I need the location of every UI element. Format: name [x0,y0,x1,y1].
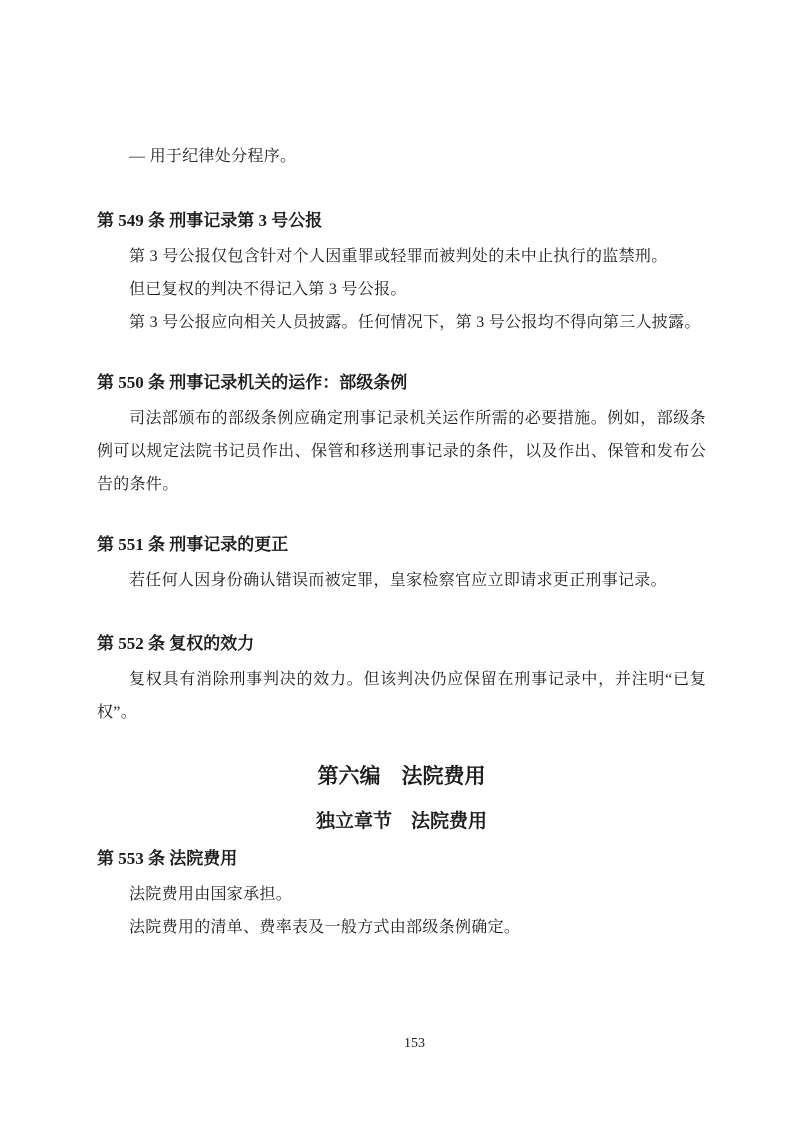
part-heading: 第六编 法院费用 [317,764,486,788]
article-550 [97,366,706,501]
article-549-paragraph: 第 3 号公报仅包含针对个人因重罪或轻罪而被判处的未中止执行的监禁刑。 [129,248,668,265]
article-552-heading: 第 552 条 复权的效力 [97,634,255,653]
article-552 [97,627,706,729]
article-549 [97,204,706,339]
page-number: 153 [404,1036,425,1051]
article-551-heading: 第 551 条 刑事记录的更正 [97,535,289,554]
document-content [97,0,706,944]
article-553-paragraph: 法院费用的清单、费率表及一般方式由部级条例确定。 [129,919,521,936]
article-551-paragraph: 若任何人因身份确认错误而被定罪，皇家检察官应立即请求更正刑事记录。 [129,572,667,589]
article-553 [97,842,706,944]
article-549-paragraph: 但已复权的判决不得记入第 3 号公报。 [129,281,407,298]
chapter-heading: 独立章节 法院费用 [315,811,487,832]
article-553-heading: 第 553 条 法院费用 [97,849,238,868]
article-553-paragraph: 法院费用由国家承担。 [129,886,293,903]
article-549-heading: 第 549 条 刑事记录第 3 号公报 [97,211,323,230]
intro-list-continuation: — 用于纪律处分程序。 [129,148,297,165]
article-552-paragraph: 复权具有消除刑事判决的效力。但该判决仍应保留在刑事记录中，并注明“已复权”。 [97,671,706,721]
article-551 [97,528,706,597]
article-549-paragraph: 第 3 号公报应向相关人员披露。任何情况下，第 3 号公报均不得向第三人披露。 [129,314,701,331]
article-550-heading: 第 550 条 刑事记录机关的运作：部级条例 [97,373,408,392]
article-550-paragraph: 司法部颁布的部级条例应确定刑事记录机关运作所需的必要措施。例如，部级条例可以规定法院书记员作出、保管和移送刑事记录的条件，以及作出、保管和发布公告的条件。 [97,410,706,493]
